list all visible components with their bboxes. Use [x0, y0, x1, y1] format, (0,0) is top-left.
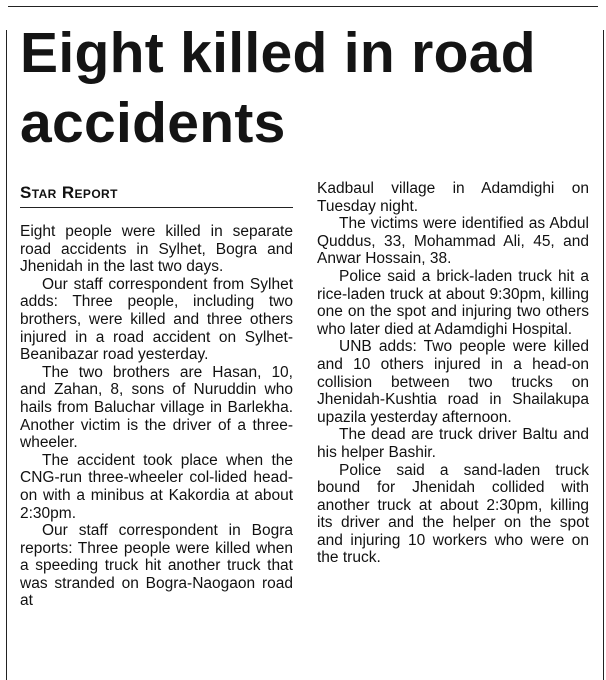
article-headline: Eight killed in road accidents: [20, 21, 536, 155]
article-paragraph: Our staff correspondent from Sylhet adds: Three people, including two brothers, were killed and three others injured in a road accident on Sylhet-Beanibazar road yesterday.: [20, 275, 293, 364]
right-border-rule: [603, 30, 604, 680]
article-paragraph: Our staff correspondent in Bogra reports: Three people were killed when a speeding truck hit another truck that was stranded on Bogra-Naogaon road at: [20, 522, 293, 610]
article-paragraph: The two brothers are Hasan, 10, and Zahan, 8, sons of Nuruddin who hails from Baluchar village in Barlekha. Another victim is the driver of a three-wheeler.: [20, 363, 293, 452]
article-paragraph: Eight people were killed in separate road accidents in Sylhet, Bogra and Jhenidah in the last two days.: [20, 223, 293, 276]
article-paragraph: Kadbaul village in Adamdighi on Tuesday night.: [317, 180, 589, 215]
article-byline: Star Report: [20, 180, 293, 208]
article-paragraph: The dead are truck driver Baltu and his helper Bashir.: [317, 426, 589, 461]
article-paragraph: The victims were identified as Abdul Quddus, 33, Mohammad Ali, 45, and Anwar Hossain, 38.: [317, 215, 589, 268]
article-column-left: [20, 180, 293, 610]
article-paragraph: The accident took place when the CNG-run three-wheeler col-lided head-on with a minibus at Kakordia at about 2:30pm.: [20, 451, 293, 522]
article-body-left: [20, 223, 293, 610]
article-column-right: [317, 180, 589, 567]
top-border-rule: [8, 6, 598, 7]
article-paragraph: Police said a sand-laden truck bound for Jhenidah collided with another truck at about 2:30pm, killing its driver and the helper on the spot and injuring 10 workers who were on the truck.: [317, 461, 589, 567]
article-paragraph: UNB adds: Two people were killed and 10 others injured in a head-on collision between two trucks on Jhenidah-Kushtia road in Shailakupa upazila yesterday afternoon.: [317, 338, 589, 426]
left-border-rule: [6, 30, 7, 680]
article-paragraph: Police said a brick-laden truck hit a rice-laden truck at about 9:30pm, killing one on the spot and injuring two others who later died at Adamdighi Hospital.: [317, 267, 589, 338]
